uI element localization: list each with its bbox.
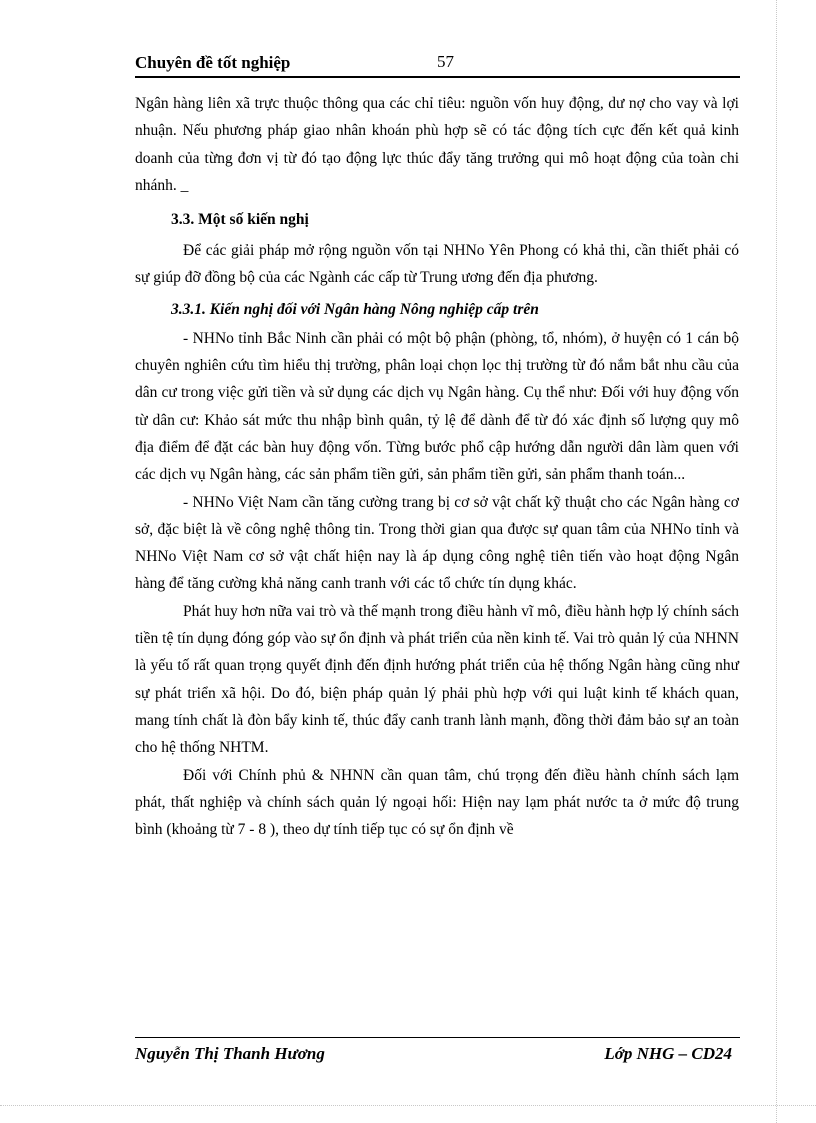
paragraph-section: Để các giải pháp mở rộng nguồn vốn tại NHNo Yên Phong có khả thi, cần thiết phải có sự giúp đỡ đồng bộ của các Ngành các cấp từ Trung ương đến địa phương. xyxy=(135,242,739,287)
page-number: 57 xyxy=(437,52,454,71)
footer-author: Nguyễn Thị Thanh Hương xyxy=(135,1044,325,1063)
header-title: Chuyên đề tốt nghiệp xyxy=(135,53,291,72)
section-heading: 3.3. Một số kiến nghị xyxy=(171,211,309,229)
paragraph-bac-ninh: - NHNo tỉnh Bắc Ninh cần phải có một bộ phận (phòng, tổ, nhóm), ở huyện có 1 cán bộ chuyên nghiên cứu tìm hiểu thị trường, phân loại chọn lọc thị trường từ đó nắm bắt nhu cầu của dân cư trong việc gửi tiền và sử dụng các dịch vụ Ngân hàng. Cụ thể như: Đối với huy động vốn từ dân cư: Khảo sát mức thu nhập bình quân, tỷ lệ để dành để từ đó xác định số lượng quy mô địa điểm để đặt các bàn huy động vốn. Từng bước phổ cập hướng dẫn người dân làm quen với các dịch vụ Ngân hàng, các sản phẩm tiền gửi, sản phẩm tiền gửi, sản phẩm thanh toán... xyxy=(135,329,739,484)
page-header xyxy=(135,50,740,78)
footer-class: Lớp NHG – CD24 xyxy=(604,1044,732,1063)
paragraph-phat-huy: Phát huy hơn nữa vai trò và thế mạnh trong điều hành vĩ mô, điều hành hợp lý chính sách tiền tệ tín dụng đóng góp vào sự ổn định và phát triển của nền kinh tế. Vai trò quản lý của NHNN là yếu tố rất quan trọng quyết định đến định hướng phát triển của hệ thống Ngân hàng cũng như sự phát triển xã hội. Do đó, biện pháp quản lý phải phù hợp với qui luật kinh tế khách quan, mang tính chất là đòn bẩy kinh tế, thúc đẩy canh tranh lành mạnh, đồng thời đảm bảo sự an toàn cho hệ thống NHTM. xyxy=(135,602,739,757)
subsection-heading: 3.3.1. Kiến nghị đối với Ngân hàng Nông nghiệp cấp trên xyxy=(171,300,539,318)
page-footer xyxy=(135,1037,740,1068)
page-body xyxy=(135,90,739,843)
crop-guide-vertical xyxy=(776,0,777,1123)
paragraph-viet-nam: - NHNo Việt Nam cần tăng cường trang bị cơ sở vật chất kỹ thuật cho các Ngân hàng cơ sở, đặc biệt là về công nghệ thông tin. Trong thời gian qua được sự quan tâm của NHNo tỉnh và NHNo Việt Nam cơ sở vật chất hiện nay là áp dụng công nghệ tiên tiến vào hoạt động Ngân hàng để tăng cường khả năng canh tranh với các tổ chức tín dụng khác. xyxy=(135,493,739,593)
paragraph-chinh-phu: Đối với Chính phủ & NHNN cần quan tâm, chú trọng đến điều hành chính sách lạm phát, thất nghiệp và chính sách quản lý ngoại hối: Hiện nay lạm phát nước ta ở mức độ trung bình (khoảng từ 7 - 8 ), theo dự tính tiếp tục có sự ổn định về xyxy=(135,766,739,839)
paragraph-intro: Ngân hàng liên xã trực thuộc thông qua các chỉ tiêu: nguồn vốn huy động, dư nợ cho vay và lợi nhuận. Nếu phương pháp giao nhân khoán phù hợp sẽ có tác động tích cực đến kết quả kinh doanh của từng đơn vị từ đó tạo động lực thúc đẩy tăng trưởng qui mô hoạt động của toàn chi nhánh. _ xyxy=(135,95,739,194)
crop-guide-horizontal xyxy=(0,1105,816,1106)
